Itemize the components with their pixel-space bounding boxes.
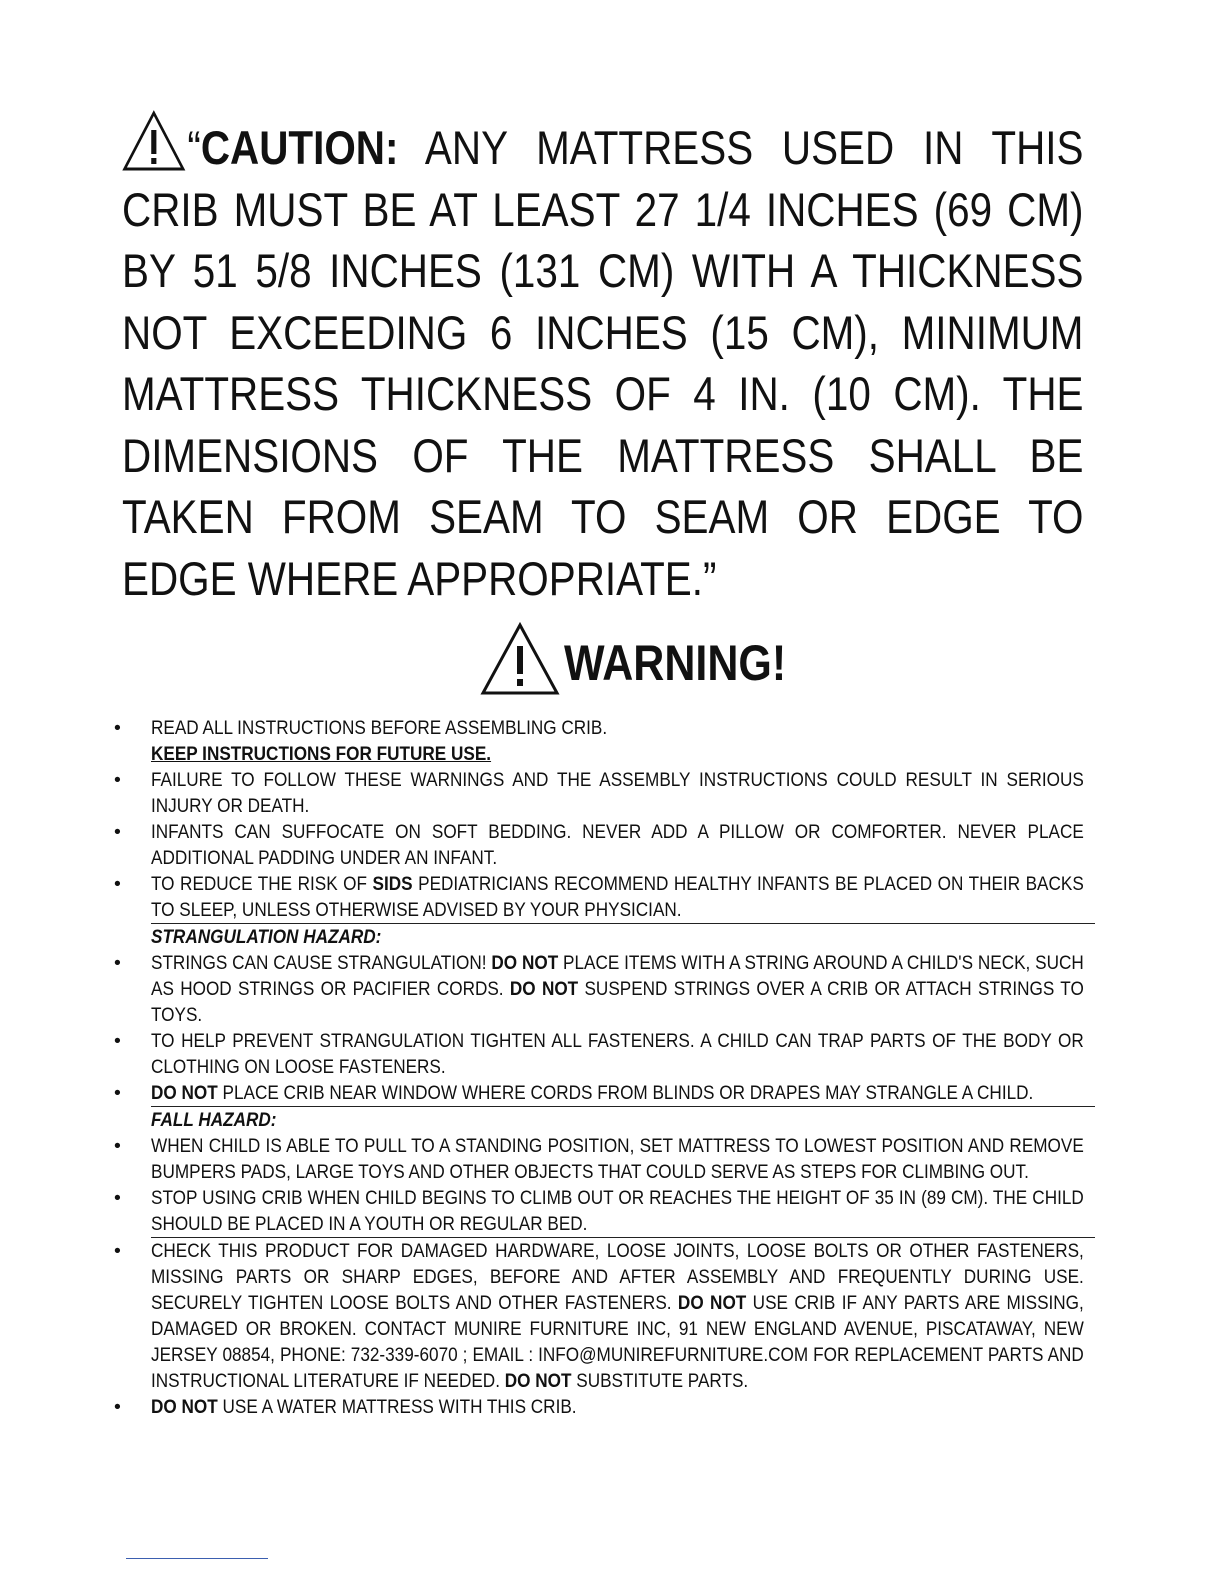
bullet: • bbox=[114, 821, 121, 843]
item-text: READ ALL INSTRUCTIONS BEFORE ASSEMBLING CRIB. bbox=[151, 717, 608, 739]
item-text bbox=[151, 1394, 1084, 1420]
do-not-emphasis: DO NOT bbox=[677, 1292, 747, 1314]
text-segment: PLACE CRIB NEAR WINDOW WHERE CORDS FROM BLINDS OR DRAPES MAY STRANGLE A CHILD. bbox=[217, 1082, 1034, 1104]
text-segment: SUBSTITUTE PARTS. bbox=[571, 1370, 749, 1392]
warning-title: WARNING! bbox=[564, 635, 787, 691]
list-item bbox=[114, 1028, 1084, 1080]
bullet: • bbox=[114, 1396, 121, 1418]
do-not-emphasis: DO NOT bbox=[491, 952, 559, 974]
text-segment: TO REDUCE THE RISK OF bbox=[151, 873, 373, 895]
caution-open-quote: “ bbox=[187, 121, 201, 174]
do-not-emphasis: DO NOT bbox=[504, 1370, 572, 1392]
list-item bbox=[114, 1394, 1084, 1420]
text-segment: CHECK THIS PRODUCT FOR DAMAGED HARDWARE, LOOSE JOINTS, LOOSE BOLTS OR OTHER FASTENERS, MISSING PARTS OR SHARP EDGES, BEFORE AND AFTER ASSEMBLY AND FREQUENTLY DURING USE. SECURELY TIGHTEN LOOSE BOLTS AND OTHER FASTENERS. bbox=[151, 1240, 1084, 1314]
warning-triangle-icon bbox=[122, 110, 186, 172]
item-text: FAILURE TO FOLLOW THESE WARNINGS AND THE ASSEMBLY INSTRUCTIONS COULD RESULT IN SERIOUS INJURY OR DEATH. bbox=[151, 769, 1084, 817]
list-item bbox=[114, 715, 1084, 767]
warning-heading bbox=[480, 620, 822, 696]
bullet: • bbox=[114, 1240, 121, 1262]
text-segment: PLACE ITEMS WITH A STRING AROUND A CHILD'S NECK, SUCH AS HOOD STRINGS OR PACIFIER CORDS. bbox=[151, 952, 1084, 1000]
do-not-emphasis: DO NOT bbox=[151, 1082, 218, 1104]
text-segment: USE A WATER MATTRESS WITH THIS CRIB. bbox=[217, 1396, 577, 1418]
item-text: INFANTS CAN SUFFOCATE ON SOFT BEDDING. NEVER ADD A PILLOW OR COMFORTER. NEVER PLACE ADDITIONAL PADDING UNDER AN INFANT. bbox=[151, 821, 1084, 869]
bullet: • bbox=[114, 1187, 121, 1209]
strangulation-heading: STRANGULATION HAZARD: bbox=[151, 926, 382, 948]
item-text: TO HELP PREVENT STRANGULATION TIGHTEN ALL FASTENERS. A CHILD CAN TRAP PARTS OF THE BODY OR CLOTHING ON LOOSE FASTENERS. bbox=[151, 1030, 1084, 1078]
list-item bbox=[114, 1238, 1084, 1394]
list-item bbox=[114, 819, 1084, 871]
section-divider bbox=[151, 1106, 1095, 1107]
bullet: • bbox=[114, 1082, 121, 1104]
bullet: • bbox=[114, 1135, 121, 1157]
warning-triangle-icon bbox=[480, 622, 560, 696]
footer-divider bbox=[126, 1558, 268, 1559]
list-item bbox=[114, 1080, 1084, 1106]
bullet: • bbox=[114, 952, 121, 974]
item-text bbox=[151, 1238, 1084, 1394]
warning-list bbox=[114, 715, 1084, 1420]
bullet: • bbox=[114, 873, 121, 895]
item-text bbox=[151, 950, 1084, 1028]
keep-instructions-note: KEEP INSTRUCTIONS FOR FUTURE USE. bbox=[151, 743, 492, 765]
text-segment: USE CRIB IF ANY PARTS ARE MISSING, DAMAGED OR BROKEN. CONTACT MUNIRE FURNITURE INC, 91 NEW ENGLAND AVENUE, PISCATAWAY, NEW JERSEY 08854, PHONE: 732-339-6070 ; EMAIL : INFO@MUNIREFURNITURE.COM FOR REPLACEMENT PARTS AND INSTRUCTIONAL LITERATURE IF NEEDED. bbox=[151, 1292, 1084, 1392]
list-item bbox=[114, 1133, 1084, 1185]
item-text: STOP USING CRIB WHEN CHILD BEGINS TO CLIMB OUT OR REACHES THE HEIGHT OF 35 IN (89 CM). THE CHILD SHOULD BE PLACED IN A YOUTH OR REGULAR BED. bbox=[151, 1187, 1084, 1235]
text-segment: PEDIATRICIANS RECOMMEND HEALTHY INFANTS BE PLACED ON THEIR BACKS TO SLEEP, UNLESS OTHERWISE ADVISED BY YOUR PHYSICIAN. bbox=[151, 873, 1084, 921]
list-item bbox=[114, 871, 1084, 923]
item-text: WHEN CHILD IS ABLE TO PULL TO A STANDING POSITION, SET MATTRESS TO LOWEST POSITION AND REMOVE BUMPERS PADS, LARGE TOYS AND OTHER OBJECTS THAT COULD SERVE AS STEPS FOR CLIMBING OUT. bbox=[151, 1135, 1084, 1183]
item-text bbox=[151, 871, 1084, 923]
caution-paragraph bbox=[122, 110, 1083, 609]
list-item bbox=[114, 1185, 1084, 1237]
bullet: • bbox=[114, 1030, 121, 1052]
sids-emphasis: SIDS bbox=[372, 873, 413, 895]
do-not-emphasis: DO NOT bbox=[151, 1396, 218, 1418]
bullet: • bbox=[114, 717, 121, 739]
bullet: • bbox=[114, 769, 121, 791]
do-not-emphasis: DO NOT bbox=[509, 978, 579, 1000]
list-item bbox=[114, 767, 1084, 819]
item-text bbox=[151, 1080, 1084, 1106]
caution-text: ANY MATTRESS USED IN THIS CRIB MUST BE AT LEAST 27 1/4 INCHES (69 CM) BY 51 5/8 INCHES (131 CM) WITH A THICKNESS NOT EXCEEDING 6 INCHES (15 CM), MINIMUM MATTRESS THICKNESS OF 4 IN. (10 CM). THE DIMENSIONS OF THE MATTRESS SHALL BE TAKEN FROM SEAM TO SEAM OR EDGE TO EDGE WHERE APPROPRIATE.” bbox=[122, 121, 1084, 605]
text-segment: SUSPEND STRINGS OVER A CRIB OR ATTACH STRINGS TO TOYS. bbox=[151, 978, 1084, 1026]
fall-hazard-heading: FALL HAZARD: bbox=[151, 1109, 277, 1131]
caution-label: CAUTION: bbox=[200, 121, 399, 174]
text-segment: STRINGS CAN CAUSE STRANGULATION! bbox=[151, 952, 492, 974]
list-item bbox=[114, 950, 1084, 1028]
